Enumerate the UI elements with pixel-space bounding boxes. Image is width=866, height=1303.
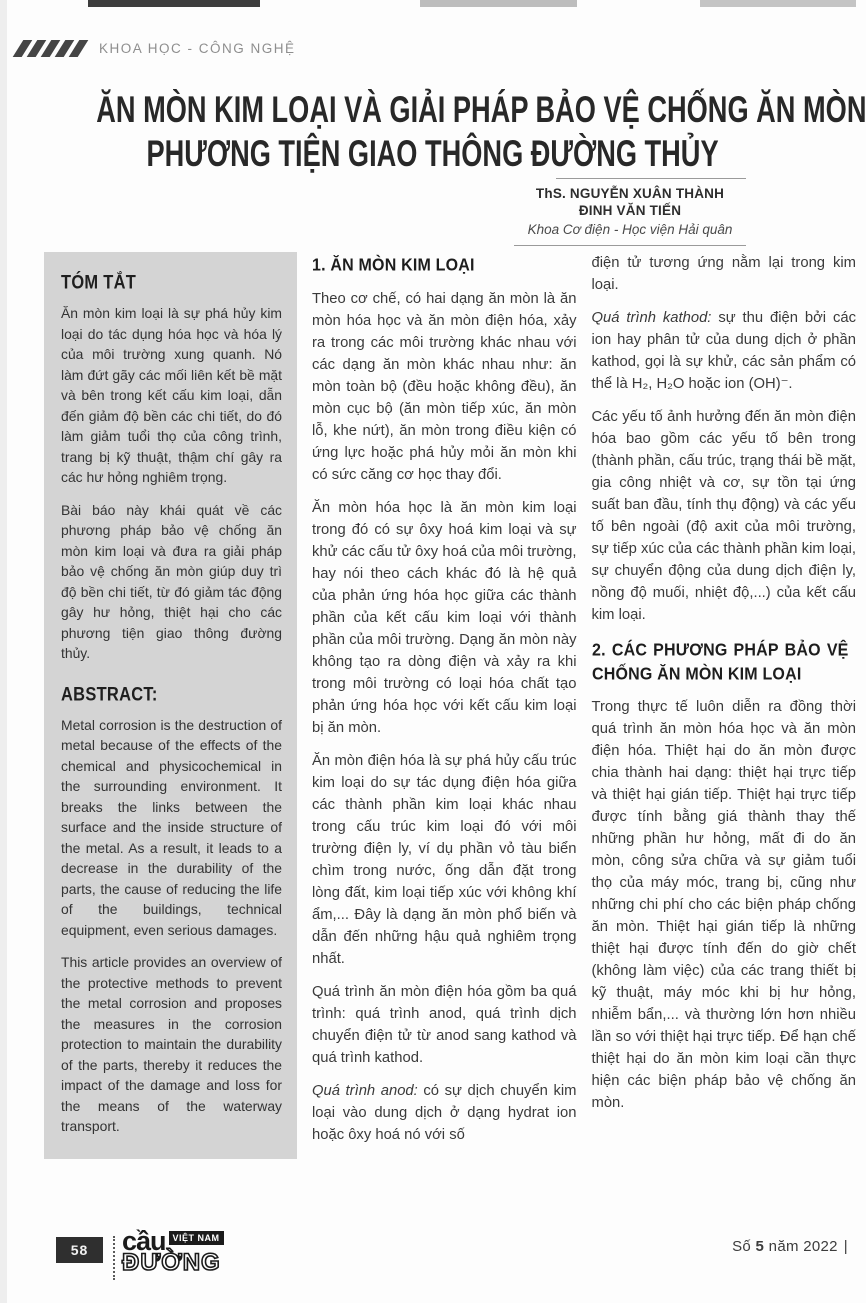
body-paragraph: Các yếu tố ảnh hưởng đến ăn mòn điện hóa bao gồm các yếu tố bên trong (thành phần, cấu trúc, trạng thái bề mặt, gia công nhiệt và cơ, sự tồn tại ứng suất ban đầu, tính thụ động) và các yếu tố bên ngoài (độ axit của môi trường, sự tiếp xúc của các thành phần kim loại, sự chuyển động của dung dịch điện ly, nồng độ muối, nhiệt độ,...) của kết cấu kim loại. [591,409,856,623]
article-body [44,252,856,1159]
section-kicker [18,40,296,57]
body-paragraph: điện tử tương ứng nằm lại trong kim loại. [591,255,856,293]
byline-top-rule [556,178,746,179]
scan-top-artifact [420,0,577,7]
article-title-line-2: PHƯƠNG TIỆN GIAO THÔNG ĐƯỜNG THỦY [146,133,720,175]
issue-end-bar: | [843,1238,848,1255]
journal-logo [122,1228,242,1274]
abstract-paragraph: This article provides an overview of the protective methods to prevent the metal corrosion and proposes the measures in the corrosion protection to maintain the durability of the parts, thereby it reduces the impact of the damage and loss for the means of the waterway transport. [61,954,282,1134]
tom-tat-paragraph: Ăn mòn kim loại là sự phá hủy kim loại do tác dụng hóa học và hóa lý của môi trường xung quanh. Nó làm đứt gãy các mối liên kết bề mặt và bên trong kết cấu kim loại, dẫn đến giảm độ bền các chi tiết, do đó làm giảm tuổi thọ của công trình, trang bị kỹ thuật, thậm chí gây ra các hư hỏng nghiêm trọng. [61,305,282,485]
tom-tat-paragraph: Bài báo này khái quát về các phương pháp bảo vệ chống ăn mòn kim loại và đưa ra giải pháp bảo vệ chống ăn mòn giúp duy trì độ bền chi tiết, từ đó giảm tác động gây hư hỏng, thiệt hại cho các phương tiện giao thông đường thủy. [61,501,282,661]
scan-edge-artifact [0,0,7,1303]
body-paragraph [312,1080,577,1146]
issue-suffix: năm 2022 [764,1238,838,1255]
section-2-heading: 2. CÁC PHƯƠNG PHÁP BẢO VỆ CHỐNG ĂN MÒN KIM LOẠI [591,640,849,684]
abstract-paragraph: Metal corrosion is the destruction of metal because of the effects of the chemical and physicochemical in the surrounding environment. It breaks the links between the surface and the inside structure of the metal. As a result, it leads to a decrease in the durability of the parts, the cause of reducing the life of the buildings, technical equipment, even serious damages. [61,716,282,938]
body-paragraph: Ăn mòn điện hóa là sự phá hủy cấu trúc kim loại do sự tác dụng điện hóa giữa các thành phần kim loại khác nhau trong cấu trúc kim loại đó với môi trường điện ly, ví dụ phần vỏ tàu biển chìm trong nước, ống dẫn đặt trong lòng đất, kim loại tiếp xúc với không khí ẩm,... Đây là dạng ăn mòn phổ biến và dẫn đến những hậu quả nghiêm trọng nhất. [312,753,577,967]
section-1-heading: 1. ĂN MÒN KIM LOẠI [312,255,475,275]
page-number-badge: 58 [56,1237,103,1263]
journal-logo-cau: cầu [122,1226,166,1256]
journal-logo-duong: ĐƯỜNG [122,1249,221,1276]
section-kicker-label: KHOA HỌC - CÔNG NGHỆ [99,41,296,56]
tom-tat-heading: TÓM TẮT [61,270,137,293]
body-paragraph [592,307,857,395]
footer-divider [113,1236,115,1280]
author-name-1: ThS. NGUYỄN XUÂN THÀNH [535,186,725,201]
abstract-box [44,252,297,1159]
article-title [0,88,866,176]
author-affiliation: Khoa Cơ điện - Học viện Hải quân [527,222,733,237]
anod-process-text: có sự dịch chuyển kim loại vào dung dịch ở dạng hydrat ion hoặc ôxy hoá nó với số [312,1083,577,1143]
body-paragraph: Trong thực tế luôn diễn ra đồng thời quá trình ăn mòn hóa học và ăn mòn điện hóa. Thiệt hại do ăn mòn được chia thành hai dạng: thiệt hại trực tiếp và thiệt hại gián tiếp. Thiệt hại trực tiếp được tính bằng giá thành thay thế những phần hư hỏng, mất đi do ăn mòn, công sửa chữa và sự giảm tuổi thọ của máy móc, trang bị, cũng như những chi phí cho các biện pháp chống ăn mòn. Thiệt hại gián tiếp là những thiệt hại được tính đến do giờ chết (không làm việc) của các trang thiết bị kỹ thuật, máy móc khi bị hư hỏng, nhiễm bẩn,... và thường lớn hơn nhiều lần so với thiệt hại trực tiếp. Để hạn chế thiệt hại do ăn mòn kim loại cần thực hiện các biện pháp bảo vệ chống ăn mòn. [591,699,856,1111]
author-name-2: ĐINH VĂN TIẾN [578,203,682,218]
byline-block [514,178,746,246]
issue-number: 5 [755,1238,765,1255]
article-title-line-1: ĂN MÒN KIM LOẠI VÀ GIẢI PHÁP BẢO VỆ CHỐNG ĂN MÒN [96,89,866,131]
scan-top-artifact [88,0,260,7]
hazard-slashes-icon [18,40,83,57]
issue-prefix: Số [732,1238,756,1255]
body-paragraph: Quá trình ăn mòn điện hóa gồm ba quá trình: quá trình anod, quá trình dịch chuyển điện tử từ anod sang kathod và quá trình kathod. [312,984,577,1066]
kathod-process-lead: Quá trình kathod: [591,310,712,326]
body-column-middle [312,252,577,1159]
body-paragraph: Ăn mòn hóa học là ăn mòn kim loại trong đó có sự ôxy hoá kim loại và sự khử các cấu tử ôxy hoá của môi trường, hay nói theo cách khác đó là hệ quả của phản ứng hóa học giữa các thành phần của kết cấu kim loại với thành phần của môi trường. Dạng ăn mòn này không tạo ra dòng điện và xảy ra khi trong môi trường có loại hóa chất tạo phản ứng hóa học với kết cấu kim loại bị ăn mòn. [312,500,577,736]
issue-label [732,1238,848,1255]
body-column-right [592,252,857,1159]
scan-top-artifact [700,0,856,7]
abstract-heading: ABSTRACT: [61,682,158,705]
journal-logo-vietnam-badge: VIỆT NAM [169,1231,224,1245]
kathod-process-text: sự thu điện bởi các ion hay phân tử của dung dịch ở phần kathod, gọi là sự khử, các sản phẩm có thể là H₂, H₂O hoặc ion (OH)⁻. [591,310,857,392]
anod-process-lead: Quá trình anod: [312,1083,418,1099]
body-paragraph: Theo cơ chế, có hai dạng ăn mòn là ăn mòn hóa học và ăn mòn điện hóa, xảy ra trong các môi trường khác nhau với các dạng ăn mòn khác nhau như: ăn mòn toàn bộ (đều hoặc không đều), ăn mòn cục bộ (ăn mòn tiếp xúc, ăn mòn lỗ, khe nứt), ăn mòn trong điều kiện có ứng lực hoặc phá hủy mỏi ăn mòn khi có sức căng cơ học thay đổi. [312,291,577,483]
